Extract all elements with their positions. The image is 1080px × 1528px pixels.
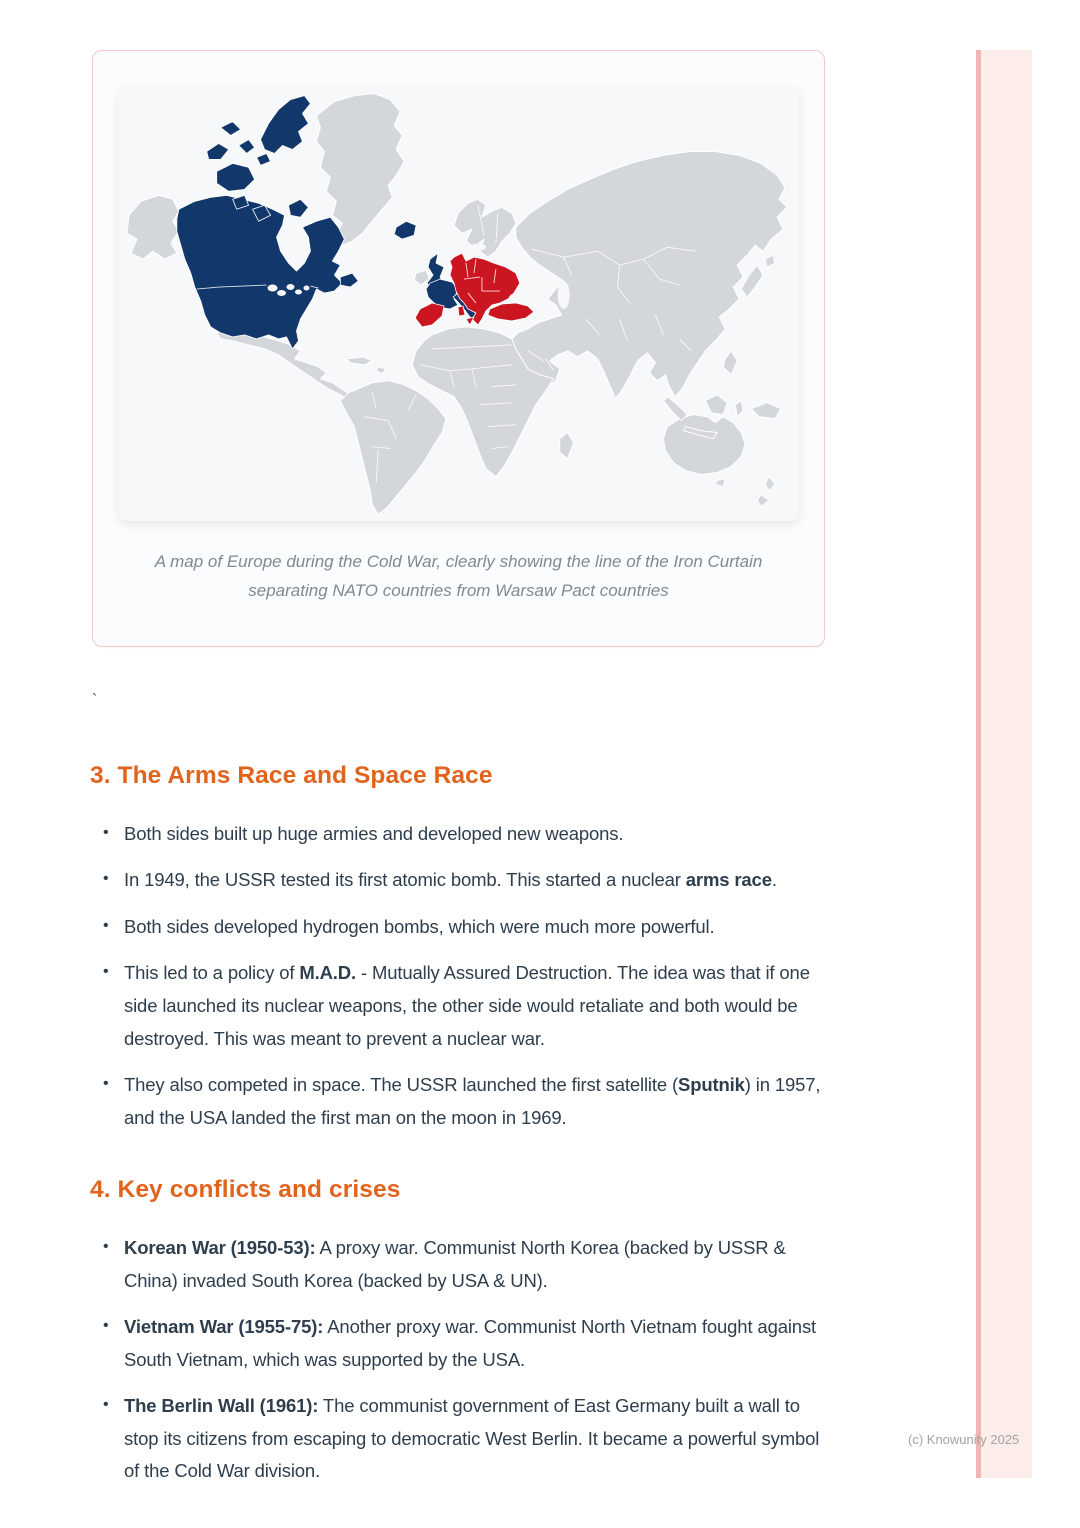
region-eurasia <box>510 151 787 398</box>
body-text: In 1949, the USSR tested its first atomic bomb. This started a nuclear <box>124 869 686 891</box>
bullet-item <box>90 864 835 897</box>
section-heading: 3. The Arms Race and Space Race <box>90 762 493 789</box>
island-new-guinea <box>751 403 781 419</box>
section-heading: 4. Key conflicts and crises <box>90 1176 401 1204</box>
stray-backtick: ` <box>92 692 98 709</box>
island-baffin <box>261 96 311 154</box>
body-text: This led to a policy of <box>124 962 300 984</box>
island-hokkaido <box>765 255 775 267</box>
bullet-list <box>90 1232 835 1488</box>
figure-caption: A map of Europe during the Cold War, clearly showing the line of the Iron Curtain separating NATO countries from Warsaw Pact countries <box>154 552 763 601</box>
body-text: ) in 1957, and the USA landed the first man on the moon in 1969. <box>124 1074 821 1128</box>
bullet-item <box>90 957 835 1055</box>
country-australia <box>663 415 745 475</box>
island-victoria <box>217 163 255 191</box>
bold-text: Vietnam War (1955-75): <box>124 1316 324 1338</box>
bullet-item <box>90 818 835 851</box>
bullet-item <box>90 911 835 944</box>
bullet-item <box>90 1232 835 1297</box>
region-south-america <box>340 381 446 515</box>
region-mexico-central-america <box>217 331 361 405</box>
bold-text: Korean War (1950-53): <box>124 1237 316 1259</box>
country-cuba <box>346 357 372 365</box>
great-lake <box>303 286 309 291</box>
body-text: They also competed in space. The USSR launched the first satellite ( <box>124 1074 678 1096</box>
country-turkey <box>488 303 534 321</box>
body-text: Both sides built up huge armies and developed new weapons. <box>124 822 624 844</box>
country-philippines <box>723 351 737 375</box>
section-key-conflicts <box>90 1174 835 1488</box>
country-japan <box>741 265 763 297</box>
arctic-island <box>221 122 241 136</box>
right-margin-stripe <box>976 50 1032 1478</box>
notes-content <box>90 760 835 1502</box>
baltic-sea <box>470 244 486 251</box>
island-banks <box>207 143 229 159</box>
bullet-item <box>90 1311 835 1376</box>
country-iceland <box>394 221 416 239</box>
body-text: The communist government of East Germany built a wall to stop its citizens from escaping to democratic West Berlin. It became a powerful symbol of the Cold War division. <box>124 1395 820 1482</box>
bullet-item <box>90 1069 835 1134</box>
great-lake <box>287 284 295 290</box>
body-text: Another proxy war. Communist North Vietnam fought against South Vietnam, which was supported by the USA. <box>124 1316 817 1370</box>
body-text: A proxy war. Communist North Korea (backed by USSR & China) invaded South Korea (backed by USA & UN). <box>124 1237 786 1291</box>
country-new-zealand-north <box>765 476 775 490</box>
arctic-island <box>239 139 255 153</box>
island-hispaniola <box>376 367 386 374</box>
bold-text: Sputnik <box>678 1074 745 1096</box>
world-map-figure <box>119 87 799 521</box>
country-madagascar <box>560 433 574 459</box>
great-lake <box>268 285 278 292</box>
bold-text: arms race <box>685 869 772 891</box>
bold-text: M.A.D. <box>299 962 356 984</box>
section-arms-race <box>90 760 835 1134</box>
bold-text: The Berlin Wall (1961): <box>124 1395 319 1417</box>
island-borneo <box>705 395 727 415</box>
bullet-item <box>90 1390 835 1488</box>
body-text: Both sides developed hydrogen bombs, which were much more powerful. <box>124 915 715 937</box>
caspian-sea <box>558 281 570 309</box>
great-lake <box>295 290 302 295</box>
island-sicily <box>466 317 474 325</box>
body-text: - Mutually Assured Destruction. The idea was that if one side launched its nuclear weapons, the other side would retaliate and both would be destroyed. This was meant to prevent a nuclear war. <box>124 962 810 1049</box>
great-lake <box>277 290 286 296</box>
island-sulawesi <box>735 401 743 417</box>
island-sumatra <box>663 397 687 421</box>
country-new-zealand-south <box>757 494 769 506</box>
body-text: . <box>771 869 777 891</box>
copyright-watermark: (c) Knowunity 2025 <box>908 1432 1020 1447</box>
country-alaska <box>127 195 179 259</box>
island-newfoundland <box>340 273 358 287</box>
island-southampton <box>289 199 309 217</box>
map-figure-card <box>92 50 825 647</box>
arctic-island <box>257 153 271 165</box>
bullet-list <box>90 818 835 1134</box>
black-sea <box>509 292 535 304</box>
world-map <box>119 87 799 521</box>
island-tasmania <box>715 478 725 486</box>
region-iberia <box>415 303 444 327</box>
